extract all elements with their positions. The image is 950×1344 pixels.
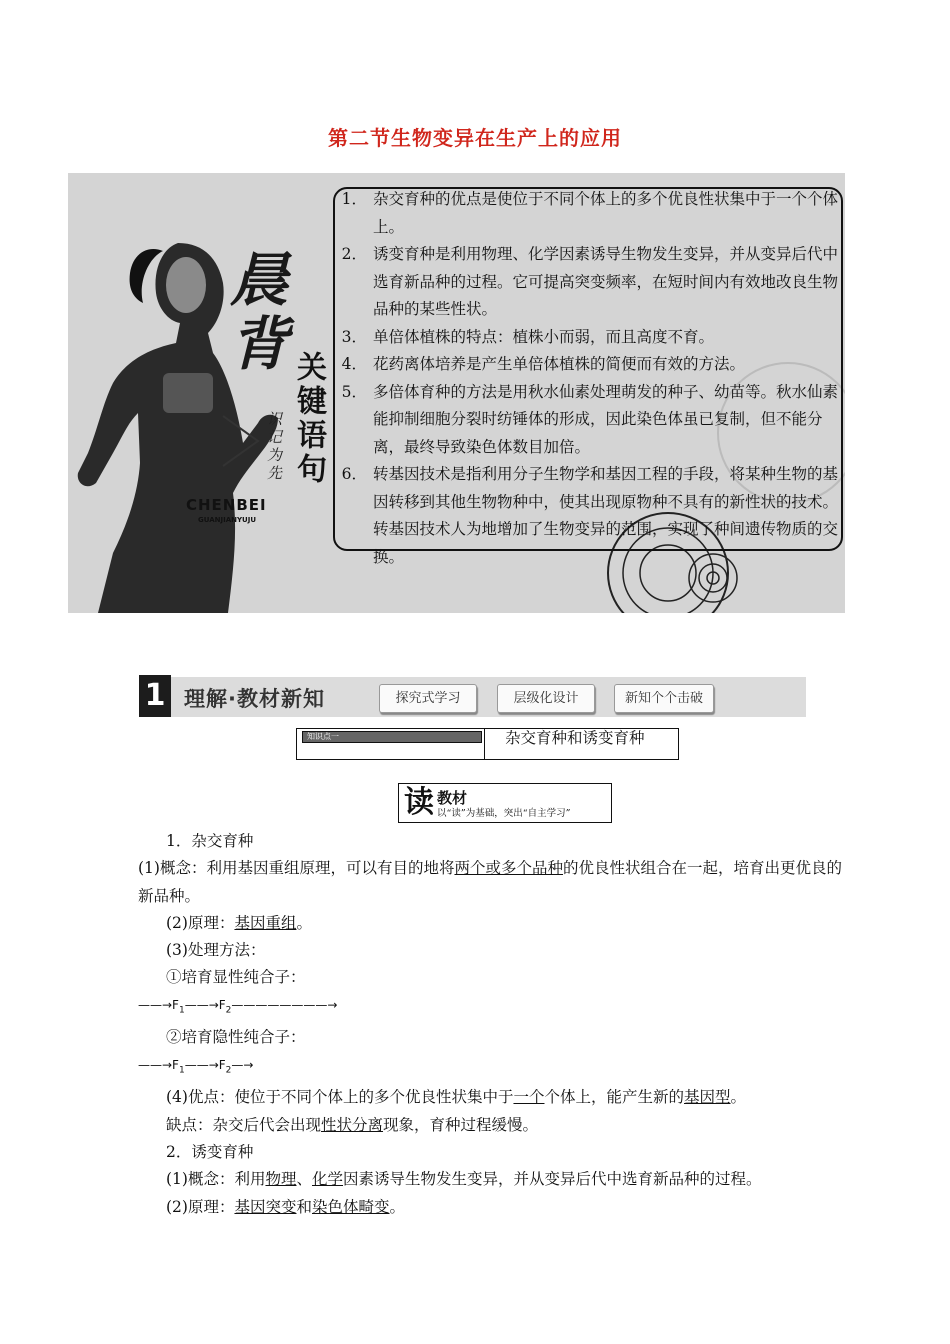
- arrow-flow: $——\to F_1——\to F_2—\to$: [138, 1057, 254, 1076]
- knowledge-point-title: 杂交育种和诱变育种: [505, 729, 645, 747]
- paragraph: ②培育隐性纯合子：: [166, 1028, 306, 1047]
- section-title: 理解·教材新知: [184, 687, 325, 711]
- paragraph: (1)概念：利用基因重组原理，可以有目的地将两个或多个品种的优良性状组合在一起，培育出更优良的新品种。: [138, 859, 842, 905]
- list-item: 4． 花药离体培养是产生单倍体植株的简便而有效的方法。: [341, 355, 746, 373]
- list-item: 2． 诱变育种是利用物理、化学因素诱导生物发生变异，并从变异后代中选育新品种的过程。它可提高突变频率，在短时间内有效地改良生物品种的某些性状。: [341, 245, 839, 318]
- content-body: [138, 828, 843, 1221]
- page-title: 第二节生物变异在生产上的应用: [328, 126, 622, 150]
- list-item: 1． 杂交育种的优点是使位于不同个体上的多个优良性状集中于一个个体上。: [341, 190, 839, 236]
- arrow-flow: $——\to F_1——\to F_2————————\to$: [138, 997, 338, 1016]
- tag-explore: 探究式学习: [379, 684, 477, 713]
- banner-brand: CHENBEI: [186, 496, 267, 514]
- banner-big-char-1: 晨: [230, 246, 289, 314]
- paragraph: 缺点：杂交后代会出现性状分离现象，育种过程缓慢。: [166, 1115, 539, 1134]
- read-char: 读: [404, 785, 434, 820]
- paragraph: (1)概念：利用物理、化学因素诱导生物发生变异，并从变异后代中选育新品种的过程。: [166, 1170, 762, 1189]
- banner-vertical-subtitle: 识记为先: [265, 411, 283, 483]
- paragraph: (3)处理方法：: [166, 941, 266, 960]
- banner-vertical-title: 关键语句: [291, 351, 326, 487]
- arrow-icon: [218, 411, 268, 471]
- heading-hybrid-breeding: 1．杂交育种: [166, 832, 254, 850]
- divider: [484, 728, 485, 759]
- banner-brand-sub: GUANJIANYUJU: [198, 516, 257, 524]
- section-number: 1: [139, 675, 171, 717]
- list-item: 5． 多倍体育种的方法是用秋水仙素处理萌发的种子、幼苗等。秋水仙素能抑制细胞分裂时纺锤体的形成，因此染色体虽已复制，但不能分离，最终导致染色体数目加倍。: [341, 382, 839, 456]
- read-subtitle: 以“读”为基础，突出“自主学习”: [437, 808, 571, 819]
- knowledge-point-label: 知识点一: [302, 731, 482, 743]
- list-item: 3． 单倍体植株的特点：植株小而弱，而且高度不育。: [341, 327, 715, 346]
- list-item: 6． 转基因技术是指利用分子生物学和基因工程的手段，将某种生物的基因转移到其他生物物种中，使其出现原物种不具有的新性状的技术。转基因技术人为地增加了生物变异的范围，实现了种间遗传物质的交换。: [341, 465, 839, 566]
- heading-mutation-breeding: 2．诱变育种: [166, 1143, 254, 1162]
- tag-new-knowledge: 新知个个击破: [614, 684, 714, 713]
- paragraph: (2)原理：基因重组。: [166, 913, 312, 932]
- paragraph: (4)优点：使位于不同个体上的多个优良性状集中于一个个体上，能产生新的基因型。: [166, 1088, 747, 1107]
- key-points-list: [337, 186, 842, 571]
- banner-big-char-2: 背: [230, 310, 289, 378]
- paragraph: (2)原理：基因突变和染色体畸变。: [166, 1197, 406, 1216]
- paragraph: ①培育显性纯合子：: [166, 968, 306, 987]
- read-title: 教材: [437, 789, 468, 807]
- tag-layered: 层级化设计: [497, 684, 595, 713]
